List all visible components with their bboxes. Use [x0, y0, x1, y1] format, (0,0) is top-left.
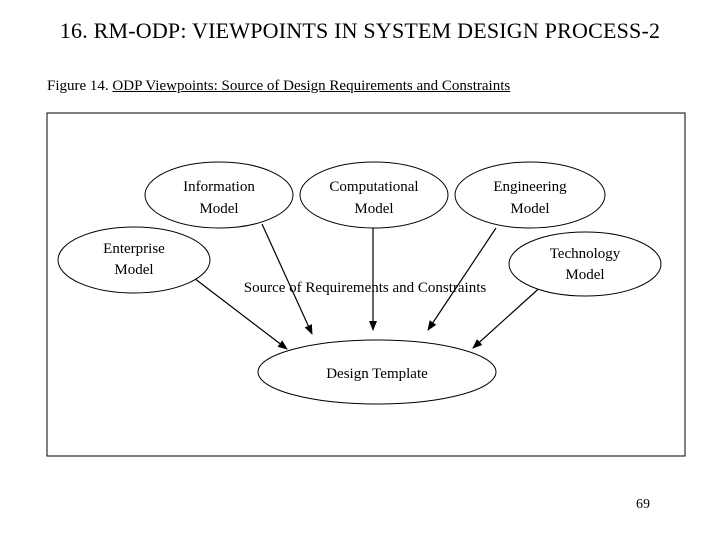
- computational-model-label-line1: Computational: [329, 179, 419, 195]
- computational-model-ellipse: [300, 162, 448, 228]
- arrow-engineering-to-design: [428, 228, 496, 330]
- enterprise-model-node: [58, 227, 210, 293]
- page-number: 69: [636, 497, 650, 512]
- engineering-model-node: [455, 162, 605, 228]
- enterprise-model-label-line1: Enterprise: [103, 241, 165, 257]
- technology-model-node: [509, 232, 661, 296]
- design-template-label: Design Template: [326, 366, 428, 382]
- source-requirements-label: Source of Requirements and Constraints: [243, 280, 487, 296]
- figure-caption-title: ODP Viewpoints: Source of Design Requirements and Constraints: [112, 78, 511, 94]
- information-model-ellipse: [145, 162, 293, 228]
- information-model-label-line2: Model: [199, 201, 239, 217]
- figure-number: Figure 14.: [47, 78, 109, 94]
- engineering-model-label-line2: Model: [510, 201, 550, 217]
- arrow-information-to-design: [262, 224, 312, 334]
- computational-model-label-line2: Model: [354, 201, 394, 217]
- information-model-label-line1: Information: [183, 179, 255, 195]
- enterprise-model-label-line2: Model: [114, 262, 154, 278]
- enterprise-model-ellipse: [58, 227, 210, 293]
- design-template-node: [258, 340, 496, 404]
- technology-model-ellipse: [509, 232, 661, 296]
- engineering-model-ellipse: [455, 162, 605, 228]
- technology-model-label-line2: Model: [565, 267, 605, 283]
- slide-title: 16. RM-ODP: VIEWPOINTS IN SYSTEM DESIGN PROCESS-2: [59, 18, 661, 43]
- engineering-model-label-line1: Engineering: [493, 179, 567, 195]
- information-model-node: [145, 162, 293, 228]
- computational-model-node: [300, 162, 448, 228]
- technology-model-label-line1: Technology: [549, 246, 621, 262]
